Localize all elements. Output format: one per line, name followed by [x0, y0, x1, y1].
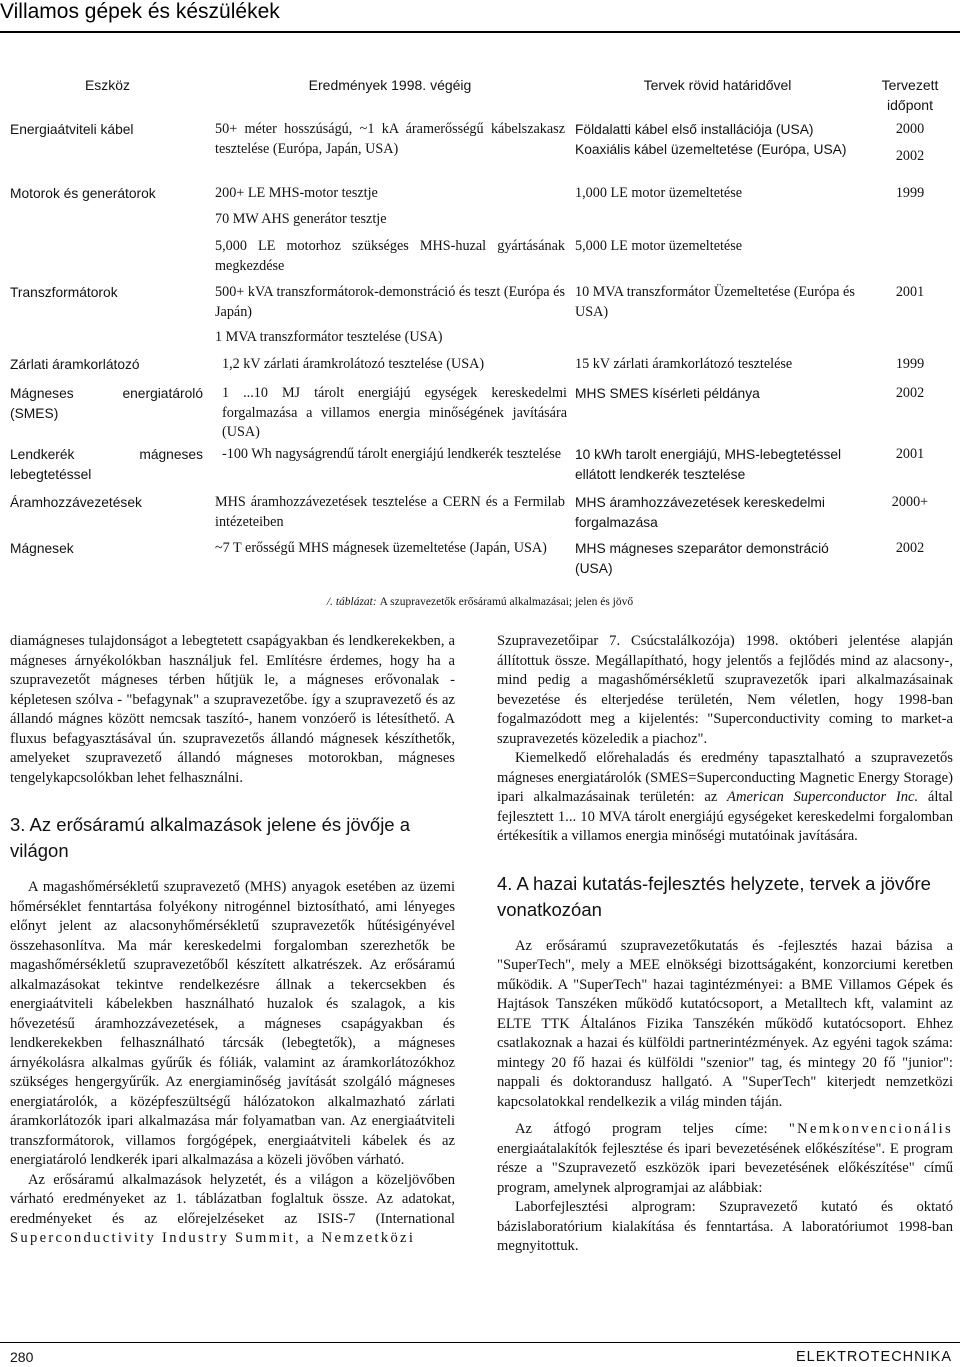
header-device: Eszköz — [84, 77, 131, 93]
paragraph-text: Kiemelkedő előrehaladás és eredmény tapasztalható a szupravezetős mágneses energiatárolók (SMES=Superconducting Magnetic Energy Storage) ipari alkalmazásainak területén: az — [497, 750, 953, 805]
row-date: 2002 — [895, 385, 925, 401]
left-column — [10, 632, 455, 1249]
row-plans: 10 kWh tarolt energiájú, MHS-lebegtetéssel ellátott lendkerék tesztelése — [575, 447, 842, 482]
row-plans: 10 MVA transzformátor Üzemeltetése (Európa és USA) — [575, 284, 855, 320]
row-date: 2002 — [895, 148, 925, 164]
caption-text: A szupravezetők erősáramú alkalmazásai; jelen és jövő — [379, 596, 634, 608]
row-device: Motorok és generátorok — [10, 186, 156, 201]
footer-rule — [0, 1342, 960, 1343]
row-results: 1 MVA transzformátor tesztelése (USA) — [215, 329, 443, 345]
paragraph-text: energiaátalakítók fejlesztése és ipari bevezetésének előkészítése". E program része a "Szupravezető eszközök ipari bevezetésének előkészítése" című program, amelynek alprogramjai az alábbiak: — [497, 1140, 953, 1196]
paragraph-text-spaced: Superconductivity Industry Summit, a Nemzetközi — [10, 1230, 416, 1246]
row-results: 500+ kVA transzformátorok-demonstráció és teszt (Európa és Japán) — [215, 284, 565, 320]
paragraph-text: Az erősáramú alkalmazások helyzetét, és a világon a közeljövőben várható eredményeket az 1. táblázatban foglaltuk össze. Az adatokat, eredményeket és az előrejelzéseket az ISIS-7 (International — [10, 1171, 455, 1227]
page-number: 280 — [10, 1349, 34, 1365]
row-plans: MHS áramhozzávezetések kereskedelmi forgalmazása — [575, 495, 825, 530]
paragraph-text: által fejlesztett 1... 10 MVA tárolt energiájú egységeket kereskedelmi forgalomban értékesítik a villamos energia minőségi mutatóinak javítására. — [497, 789, 953, 844]
row-date: 2001 — [895, 446, 925, 462]
paragraph — [10, 1171, 455, 1249]
paragraph: Laborfejlesztési alprogram: Szupravezető kutató és oktató bázislaboratórium kialakítása és fenntartása. A laboratóriumot 1998-ban megnyitottuk. — [497, 1199, 953, 1254]
row-plans: Földalatti kábel első installációja (USA) Koaxiális kábel üzemeltetése (Európa, USA) — [575, 122, 847, 157]
row-results: 1,2 kV zárlati áramkrolátozó tesztelése (USA) — [222, 356, 485, 372]
paragraph-text: Az átfogó program teljes címe: — [515, 1121, 768, 1137]
company-name: American Superconductor Inc. — [727, 789, 919, 805]
header-plans: Tervek rövid határidővel — [643, 77, 792, 93]
right-column — [497, 632, 953, 1257]
row-results: -100 Wh nagyságrendű tárolt energiájú lendkerék tesztelése — [222, 446, 562, 462]
paragraph: diamágneses tulajdonságot a lebegtetett csapágyakban és lendkerekekben, a mágneses árnyékolókban használjuk fel. Említésre érdemes, hogy ha a szupravezetőt mágneses térben hűtjük le, a mágneses erővonalak - képletesen szólva - "befagynak" a szupravezetőbe. így a szupravezető és az állandó mágnes között nemcsak taszító-, hanem vonzóerő is létesíthető. A fluxus befagyasztásával ún. szupravezetős állandó mágnesek készíthetők, amelyeket szupravezető állandó mágneses motorokban, mágneses tengelykapcsolókban lehet felhasználni. — [10, 633, 455, 786]
row-date: 1999 — [895, 356, 925, 372]
row-results: 1 ...10 MJ tárolt energiájú egységek kereskedelmi forgalmazása a villamos energia minőségének javítására (USA) — [222, 385, 567, 440]
header-results: Eredmények 1998. végéig — [308, 77, 472, 93]
row-plans: MHS mágneses szeparátor demonstráció (USA) — [575, 541, 829, 576]
paragraph: Szupravezetőipar 7. Csúcstalálkozója) 1998. októberi jelentése alapján állítottuk össze. Megállapítható, hogy jelentős a fejlődés mind az alacsony-, mind pedig a magashőmérsékletű szupravezetők ipari alkalmazásainak bevezetése és elterjedése területén, Nem véletlen, hogy 1998-ban fogalmazódott meg a kijelentés: "Superconductivity coming to market-a szupravezetés közeledik a piachoz". — [497, 633, 953, 747]
row-results: 70 MW AHS generátor tesztje — [215, 211, 387, 227]
caption-number: /. — [326, 596, 333, 608]
row-date: 2001 — [895, 284, 925, 300]
row-results: MHS áramhozzávezetések tesztelése a CERN és a Fermilab intézeteiben — [215, 494, 565, 530]
row-results: 5,000 LE motorhoz szükséges MHS-huzal gyártásának megkezdése — [215, 238, 565, 274]
row-results: ~7 T erősségű MHS mágnesek üzemeltetése (Japán, USA) — [215, 540, 547, 556]
row-plans: MHS SMES kísérleti példánya — [575, 386, 760, 401]
paragraph — [497, 1120, 953, 1198]
journal-name: ELEKTROTECHNIKA — [796, 1349, 952, 1365]
row-device: Transzformátorok — [10, 285, 118, 300]
row-device: Zárlati áramkorlátozó — [10, 357, 140, 372]
header-rule — [0, 31, 960, 33]
row-date: 1999 — [895, 185, 925, 201]
caption-label: táblázat: — [335, 596, 377, 608]
row-device: Mágneses energiatároló (SMES) — [10, 386, 203, 421]
paragraph: Az erősáramú szupravezetőkutatás és -fejlesztés hazai bázisa a "SuperTech", mely a MEE elnökségi bizottságaként, konzorciumi keretben működik. A "SuperTech" hazai tagintézményei: a BME Villamos Gépek és Hajtások Tanszéken működő kutatócsoport, a Metalltech kft, valamint az ELTE TTK Általános Fizika Tanszékén működő kutatócsoport. Ehhez csatlakoznak a hazai és külföldi partnerintézmények. Az egyéni tagok száma: mintegy 20 fő hazai és külföldi "szenior" tag, és mintegy 20 fő "junior": nappali és doktorandusz hallgató. A "SuperTech" kiterjedt nemzetközi kapcsolatokkal rendelkezik a világ minden táján. — [497, 937, 953, 1110]
row-date: 2002 — [895, 540, 925, 556]
row-device: Lendkerék mágneses lebegtetéssel — [10, 447, 203, 482]
paragraph: A magashőmérsékletű szupravezető (MHS) anyagok esetében az üzemi hőmérséklet fenntartása folyékony nitrogénnel biztosítható, ami lényeges előnyt jelent az alacsonyhőmérsékletű szupravezetők hűtésigényével összehasonlítva. Ma már kereskedelmi forgalomban szerezhetők be magashőmérsékletű szupravezetőből készített alkatrészek. Az erősáramú alkalmazásokat tekintve rendelkezésre állnak a tekercsekben és energiaátviteli kábelekben használható huzalok és szalagok, a kis hővezetésű áramhozzávezetések, a mágneses csapágyakban és lendkerekekben felhasználható tárcsák (lebegtetők), a mágneses árnyékolásra alkalmas gyűrűk és fóliák, valamint az áramkorlátozókhoz szükséges hengergyűrűk. Az energiaminőség javítását szolgáló mágneses energiatárolók, a középfeszültségű hálózatokon alkalmazható zárlati áramkorlátozók ipari alkalmazása már folyamatban van. Az energiaátviteli transzformátorok, villamos forgógépek, energiaátviteli kábelek és az energiatároló lendkerék ipari alkalmazása a közeli jövőben várható. — [10, 879, 455, 1168]
row-plans: 1,000 LE motor üzemeltetése — [575, 185, 743, 201]
row-device: Energiaátviteli kábel — [10, 122, 134, 137]
paragraph-text-spaced: "Nemkonvencionális — [788, 1121, 953, 1137]
table-caption — [0, 596, 960, 608]
row-date: 2000 — [895, 121, 925, 137]
paragraph — [497, 749, 953, 847]
row-date: 2000+ — [891, 494, 929, 510]
row-results: 200+ LE MHS-motor tesztje — [215, 185, 378, 201]
row-plans: 15 kV zárlati áramkorlátozó tesztelése — [575, 356, 793, 372]
row-device: Mágnesek — [10, 541, 74, 556]
row-device: Áramhozzávezetések — [10, 495, 142, 510]
header-date: Tervezett időpont — [881, 77, 939, 113]
row-results: 50+ méter hosszúságú, ~1 kA áramerősségű kábelszakasz tesztelése (Európa, Japán, USA) — [215, 121, 565, 157]
page-header-title: Villamos gépek és készülékek — [0, 0, 280, 23]
section-heading-4: 4. A hazai kutatás-fejlesztés helyzete, tervek a jövőre vonatkozóan — [497, 872, 931, 920]
section-heading-3: 3. Az erősáramú alkalmazások jelene és jövője a világon — [10, 814, 411, 861]
row-plans: 5,000 LE motor üzemeltetése — [575, 238, 743, 254]
